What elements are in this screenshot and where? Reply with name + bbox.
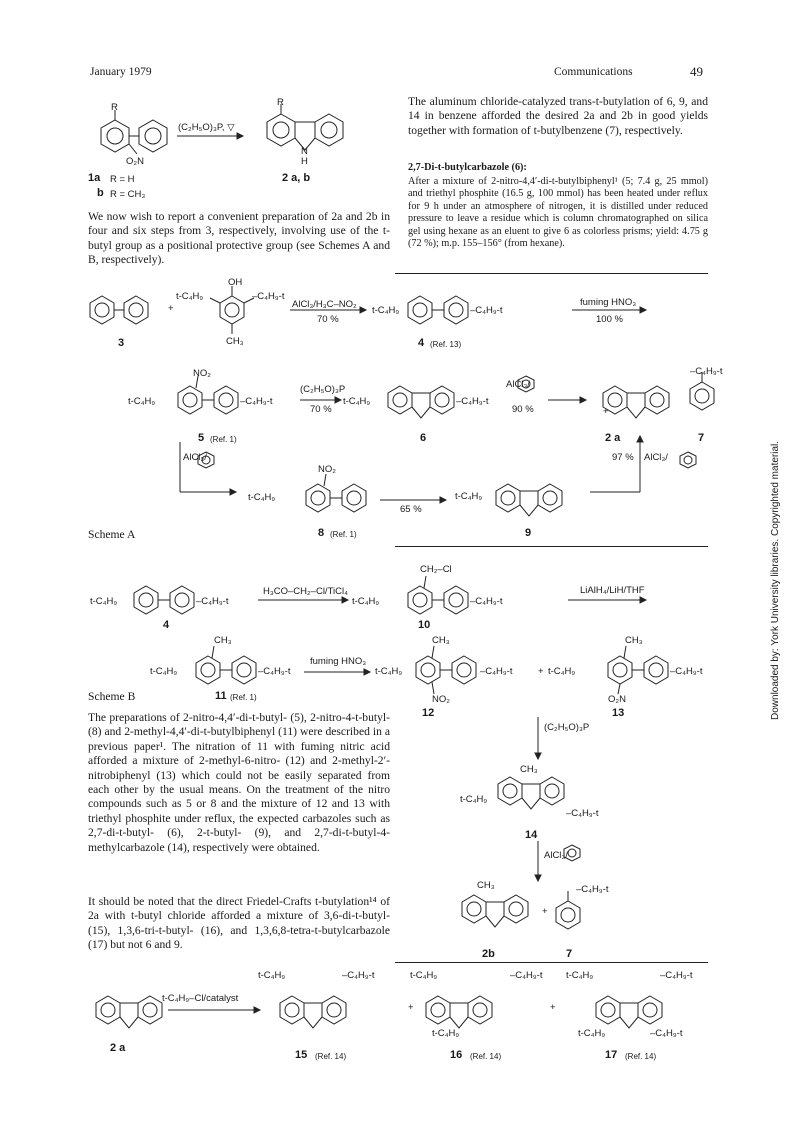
compound-1b: b — [97, 187, 104, 199]
tbu-5-left: t-C₄H₉ — [128, 396, 156, 407]
yield-a5: 65 % — [400, 504, 422, 515]
compound-1a: 1a — [88, 172, 101, 184]
compound-14: 14 — [525, 829, 538, 841]
compound-9: 9 — [525, 527, 532, 539]
procedure-body: After a mixture of 2-nitro-4,4′-di-t-butylbiphenyl¹ (5; 7.4 g, 25 mmol) and triethyl phosphite (16.5 g, 100 mmol) has been heated under reflux for 9 h under an atmosphere of nitrogen, it is distilled under reduced pressure to leave a residue which is column chromatographed on silica gel using hexane as an eluent to give 6 as colorless prisms; yield: 4.75 g (72 %); m.p. 155–156° (from hexane). — [408, 176, 708, 250]
tbu-7: –C₄H₉-t — [690, 366, 723, 377]
tbu-15-right: –C₄H₉-t — [342, 970, 375, 981]
compound-12: 12 — [422, 707, 435, 719]
tbu-phenol-right: –C₄H₉-t — [252, 291, 285, 302]
reagent-b3: fuming HNO₃ — [310, 656, 367, 667]
left-paragraph-2: It should be noted that the direct Friedel-Crafts t-butylation¹⁴ of 2a with t-butyl chloride afforded a mixture of 3,6-di-t-butyl- (15), 1,3,6-tri-t-butyl- (16), and 1,3,6,8-tetra-t-butylcarbazole (17) but not 6 and 9. — [88, 895, 390, 952]
tbu-6-left: t-C₄H₉ — [343, 396, 371, 407]
compound-4: 4 — [418, 337, 425, 349]
compound-2ab: 2 a, b — [282, 172, 311, 184]
reagent-a2: fuming HNO₃ — [580, 297, 637, 308]
tbu-9: t-C₄H₉ — [455, 491, 483, 502]
compound-5: 5 — [198, 432, 205, 444]
compound-2a: 2 a — [605, 432, 621, 444]
reagent-a5: AlCl₃/ — [183, 452, 207, 463]
download-watermark — [770, 390, 786, 720]
compound-6: 6 — [420, 432, 427, 444]
no2-12: NO₂ — [432, 694, 450, 705]
compound-2a-bottom: 2 a — [110, 1042, 126, 1054]
tbu-13-right: –C₄H₉-t — [670, 666, 703, 677]
reagent-b4: (C₂H₅O)₃P — [544, 722, 590, 733]
tbu-7b: –C₄H₉-t — [576, 884, 609, 895]
tbu-11-left: t-C₄H₉ — [150, 666, 178, 677]
header-date: January 1979 — [90, 66, 152, 78]
reagent-b1: H₃CO–CH₂–Cl/TiCl₄ — [263, 586, 348, 597]
tbu-16-right: –C₄H₉-t — [510, 970, 543, 981]
download-watermark-text: Downloaded by: York University libraries. Copyrighted material. — [770, 440, 781, 720]
compound-17: 17 — [605, 1049, 618, 1061]
ref-1-a: (Ref. 1) — [210, 435, 237, 444]
reagent-label: (C₂H₅O)₃P, ▽ — [178, 122, 235, 133]
r-label: R — [111, 102, 118, 113]
ref-13: (Ref. 13) — [430, 340, 462, 349]
compound-2b: 2b — [482, 948, 495, 960]
ch3-11: CH₃ — [214, 635, 232, 646]
tbu-15-left: t-C₄H₉ — [258, 970, 286, 981]
tbu-12-left: t-C₄H₉ — [375, 666, 403, 677]
tbu-16-bottom: t-C₄H₉ — [432, 1028, 460, 1039]
yield-a1: 70 % — [317, 314, 339, 325]
ch3-phenol: CH₃ — [226, 336, 244, 347]
tbu-17-bottom-left: t-C₄H₉ — [578, 1028, 606, 1039]
right-paragraph: The aluminum chloride-catalyzed trans-t-butylation of 6, 9, and 14 in benzene afforded the desired 2a and 2b in good yields together with formation of t-butylbenzene (7), respectively. — [408, 95, 708, 137]
yield-a3: 70 % — [310, 404, 332, 415]
compound-7: 7 — [698, 432, 705, 444]
compound-1a-r: R = H — [110, 174, 135, 185]
ch3-13: CH₃ — [625, 635, 643, 646]
tbu-10-right: –C₄H₉-t — [470, 596, 503, 607]
scheme-b-label: Scheme B — [88, 690, 136, 703]
r-label-product: R — [277, 97, 284, 108]
ref-14-c: (Ref. 14) — [625, 1052, 657, 1061]
tbu-14-left: t-C₄H₉ — [460, 794, 488, 805]
plus-15: + — [408, 1002, 414, 1013]
compound-3: 3 — [118, 337, 125, 349]
reagent-b5: AlCl₃/ — [544, 850, 568, 861]
divider-bottom — [395, 962, 708, 963]
reagent-a4: AlCl₃/ — [506, 379, 530, 390]
compound-8: 8 — [318, 527, 325, 539]
ref-14-b: (Ref. 14) — [470, 1052, 502, 1061]
plus-16: + — [550, 1002, 556, 1013]
n-label: N — [301, 146, 308, 157]
o2n-13: O₂N — [608, 694, 626, 705]
reagent-b2: LiAlH₄/LiH/THF — [580, 585, 645, 596]
h-label: H — [301, 156, 308, 167]
tbu-10-left: t-C₄H₉ — [352, 596, 380, 607]
no2-8: NO₂ — [318, 464, 336, 475]
divider-top — [395, 273, 708, 274]
yield-a4: 90 % — [512, 404, 534, 415]
tbu-17-bottom-right: –C₄H₉-t — [650, 1028, 683, 1039]
scheme-b-lower — [440, 715, 720, 965]
reagent-a3: (C₂H₅O)₃P — [300, 384, 346, 395]
tbu-4-left: t-C₄H₉ — [372, 305, 400, 316]
tbu-b4-right: –C₄H₉-t — [196, 596, 229, 607]
header-journal: Communications — [554, 66, 633, 78]
scheme-1-to-2 — [85, 100, 385, 200]
no2-5: NO₂ — [193, 368, 211, 379]
tbu-13-left: t-C₄H₉ — [548, 666, 576, 677]
ch3-2b: CH₃ — [477, 880, 495, 891]
page-number: 49 — [690, 64, 703, 79]
yield-a6: 97 % — [612, 452, 634, 463]
ref-1-c: (Ref. 1) — [230, 693, 257, 702]
scheme-b-drawing — [80, 560, 720, 700]
plus-sign: + — [168, 303, 174, 314]
compound-b4: 4 — [163, 619, 170, 631]
o2n-label: O₂N — [126, 156, 144, 167]
ref-14-a: (Ref. 14) — [315, 1052, 347, 1061]
bottom-reagent: t-C₄H₉–Cl/catalyst — [162, 993, 239, 1004]
tbu-b4-left: t-C₄H₉ — [90, 596, 118, 607]
tbu-17-left: t-C₄H₉ — [566, 970, 594, 981]
compound-13: 13 — [612, 707, 625, 719]
tbu-phenol-left: t-C₄H₉ — [176, 291, 204, 302]
tbu-4-right: –C₄H₉-t — [470, 305, 503, 316]
compound-15: 15 — [295, 1049, 308, 1061]
compound-11: 11 — [215, 690, 227, 702]
compound-16: 16 — [450, 1049, 463, 1061]
compound-1b-r: R = CH₃ — [110, 189, 146, 200]
procedure-title: 2,7-Di-t-butylcarbazole (6): — [408, 162, 527, 173]
tbu-5-right: –C₄H₉-t — [240, 396, 273, 407]
divider-scheme-a — [395, 546, 708, 547]
n-6: + — [603, 406, 609, 417]
tbu-16-left: t-C₄H₉ — [410, 970, 438, 981]
reagent-a1: AlCl₃/H₃C–NO₂ — [292, 299, 357, 310]
tbu-12-right: –C₄H₉-t — [480, 666, 513, 677]
oh-label: OH — [228, 277, 243, 288]
scheme-a-label: Scheme A — [88, 528, 136, 541]
compound-7b: 7 — [566, 948, 573, 960]
ref-1-b: (Ref. 1) — [330, 530, 357, 539]
left-paragraph-1: The preparations of 2-nitro-4,4′-di-t-butyl- (5), 2-nitro-4-t-butyl- (8) and 2-methyl-4,4′-di-t-butylbiphenyl (11) were described in a previous paper¹. The nitration of 11 with fuming nitric acid afforded a mixture of 2-methyl-6-nitro- (12) and 2-methyl-2′-nitrobiphenyl (13) which could not be easily separated from each other by the usual means. On the treatment of the nitro compounds such as 5 or 8 and the mixture of 12 and 13 with triethyl phosphite under reflux, the expected carbazoles such as 2,7-di-t-butyl- (6), 2-t-butyl- (9), and 2,7-di-t-butyl-4-methylcarbazole (14), respectively were obtained. — [88, 711, 390, 854]
plus-b: + — [538, 666, 544, 677]
ch3-14: CH₃ — [520, 764, 538, 775]
tbu-6-right: –C₄H₉-t — [456, 396, 489, 407]
ch3-12: CH₃ — [432, 635, 450, 646]
intro-paragraph: We now wish to report a convenient preparation of 2a and 2b in four and six steps from 3, respectively, involving use of the t-butyl group as a positional protective group (see Schemes A and B, respectively). — [88, 210, 390, 267]
reagent-a6: AlCl₃/ — [644, 452, 668, 463]
plus-2b: + — [542, 906, 548, 917]
tbu-8: t-C₄H₉ — [248, 492, 276, 503]
tbu-11-right: –C₄H₉-t — [258, 666, 291, 677]
tbu-14-right: –C₄H₉-t — [566, 808, 599, 819]
compound-10: 10 — [418, 619, 431, 631]
ch2cl-label: CH₂–Cl — [420, 564, 452, 575]
tbu-17-right: –C₄H₉-t — [660, 970, 693, 981]
yield-a2: 100 % — [596, 314, 623, 325]
